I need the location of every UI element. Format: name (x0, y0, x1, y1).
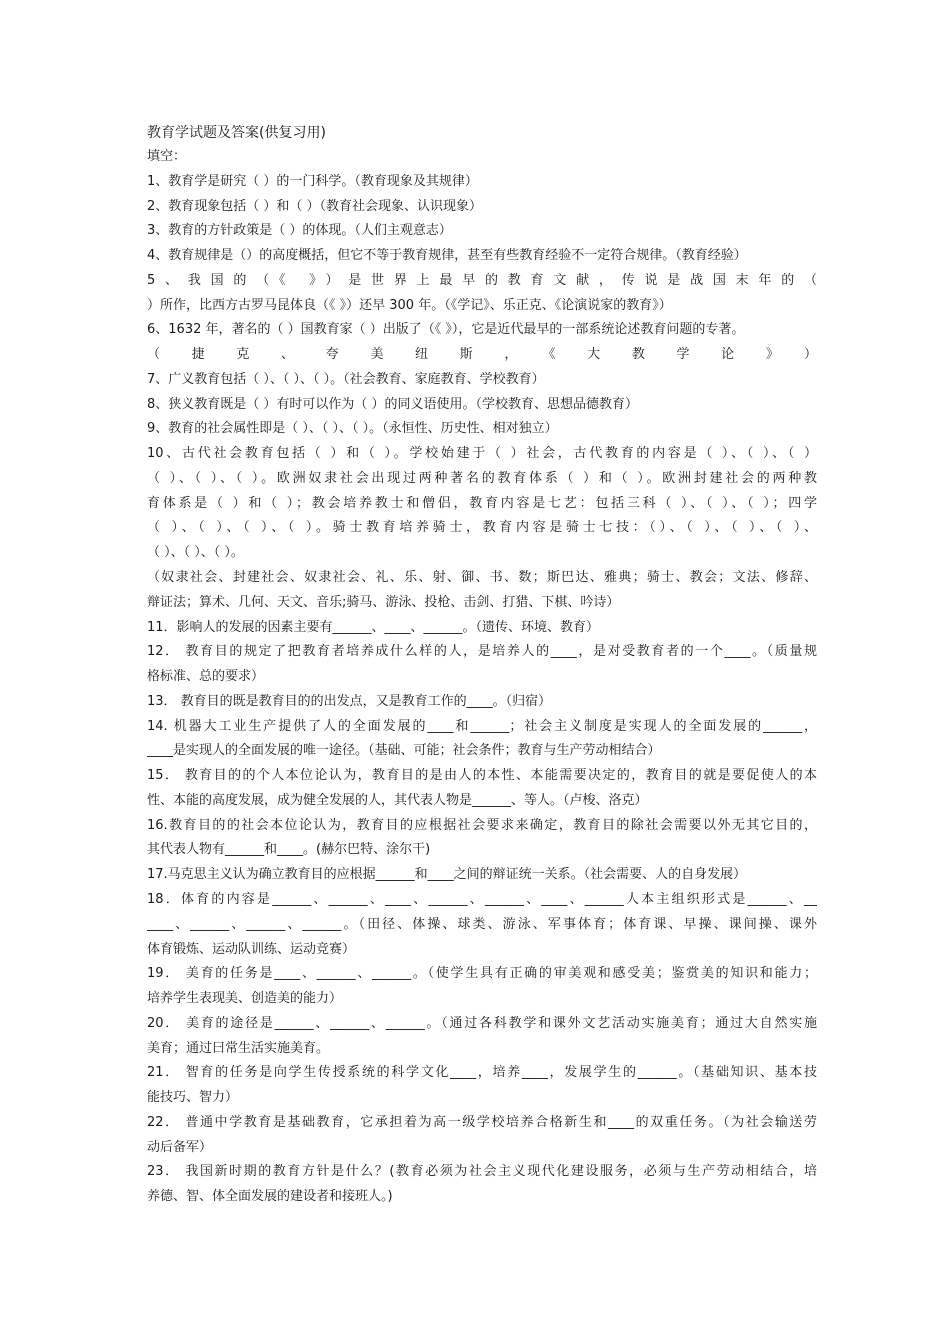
text-line: 其代表人物有______和____。(赫尔巴特、涂尔干) (147, 842, 431, 858)
text-line: 10、古代社会教育包括（ ）和（ ）。学校始建于（ ）社会，古代教育的内容是（ ）、（ ）、（ ） (147, 446, 817, 462)
text-line: 18．体育的内容是______、______、____、______、______、____、______人本主组织形式是______、__ (147, 891, 817, 907)
text-line: 8、狭义教育既是（ ）有时可以作为（ ）的同义语使用。（学校教育、思想品德教育） (147, 396, 639, 412)
text-line: 19． 美育的任务是____、______、______。（使学生具有正确的审美观和感受美；鉴赏美的知识和能力； (147, 966, 817, 982)
text-line: （奴隶社会、封建社会、奴隶社会、礼、乐、射、御、书、数；斯巴达、雅典；骑士、教会；文法、修辞、 (147, 570, 817, 586)
text-line: ）所作，比西方古罗马昆体良（《 》）还早 300 年。（《学记》、乐正克、《论演说家的教育》） (147, 297, 672, 313)
text-line: 5、我国的（《 》）是世界上最早的教育文献，传说是战国末年的（ (147, 272, 817, 288)
text-line: 6、1632 年，著名的（ ）国教育家（ ）出版了（《 》），它是近代最早的一部系统论述教育问题的专著。 (147, 322, 745, 338)
text-line: 13． 教育目的既是教育目的的出发点，又是教育工作的____。（归宿） (147, 693, 552, 709)
text-line: 9、教育的社会属性即是（ ）、（ ）、（ ）。（永恒性、历史性、相对独立） (147, 421, 558, 437)
text-line: 21． 智育的任务是向学生传授系统的科学文化____，培养____，发展学生的______。（基础知识、基本技 (147, 1065, 817, 1081)
text-line: 14. 机器大工业生产提供了人的全面发展的____和______；社会主义制度是实现人的全面发展的______， (147, 718, 817, 734)
text-line: 2、教育现象包括（ ）和（ ）（教育社会现象、认识现象） (147, 198, 483, 214)
document-lines (147, 145, 817, 1210)
text-line: 16.教育目的的社会本位论认为，教育目的应根据社会要求来确定，教育目的除社会需要以外无其它目的， (147, 817, 817, 833)
text-line: 性、本能的高度发展，成为健全发展的人，其代表人物是______、等人。（卢梭、洛克） (147, 792, 648, 808)
text-line: 11．影响人的发展的因素主要有______、____、______。（遗传、环境、教育） (147, 619, 600, 635)
text-line: （ ）、（ ）、（ ）。 (147, 545, 244, 561)
text-line: 辩证法；算术、几何、天文、音乐;骑马、游泳、投枪、击剑、打猎、下棋、吟诗） (147, 594, 620, 610)
text-line: 17.马克思主义认为确立教育目的应根据______和____之间的辩证统一关系。（社会需要、人的自身发展） (147, 867, 747, 883)
text-line: 体育锻炼、运动队训练、运动竞赛） (147, 941, 356, 957)
document-title: 教育学试题及答案(供复习用) (147, 125, 326, 141)
text-line: 15． 教育目的的个人本位论认为，教育目的是由人的本性、本能需要决定的，教育目的就是要促使人的本 (147, 768, 817, 784)
text-line: 养德、智、体全面发展的建设者和接班人。) (147, 1189, 393, 1205)
text-line: 12． 教育目的规定了把教育者培养成什么样的人，是培养人的____，是对受教育者的一个____。（质量规 (147, 644, 817, 660)
text-line: 美育；通过曰常生活实施美育。 (147, 1040, 330, 1056)
text-line: 4、教育规律是（）的高度概括，但它不等于教育规律，甚至有些教育经验不一定符合规律。（教育经验） (147, 248, 747, 264)
text-line: 7、广义教育包括（ ）、（ ）、（ ）。（社会教育、家庭教育、学校教育） (147, 371, 545, 387)
text-line: （捷克、夸美纽斯，《大教学论》） (147, 347, 817, 363)
text-line: 23． 我国新时期的教育方针是什么？(教育必须为社会主义现代化建设服务，必须与生产劳动相结合，培 (147, 1164, 817, 1180)
text-line: 能技巧、智力） (147, 1090, 239, 1106)
text-line: （ ）、（ ）、（ ）、（ ）。骑士教育培养骑士，教育内容是骑士七技：（）、（ ）、（ ）、（ ）、 (147, 520, 817, 536)
text-line: 1、教育学是研究（ ）的一门科学。（教育现象及其规律） (147, 173, 478, 189)
text-line: 格标准、总的要求） (147, 669, 265, 685)
document-body (147, 121, 817, 1210)
text-line: 22． 普通中学教育是基础教育，它承担着为高一级学校培养合格新生和____的双重任务。（为社会输送劳 (147, 1114, 817, 1130)
text-line: ____、______、______、______。（田径、体操、球类、游泳、军事体育；体育课、早操、课间操、课外 (147, 916, 817, 932)
text-line: 动后备军） (147, 1139, 213, 1155)
text-line: （ ）、（ ）、（ ）。欧洲奴隶社会出现过两种著名的教育体系（ ）和（ ）。欧洲封建社会的两种教 (147, 470, 817, 486)
text-line: 20． 美育的途径是______、______、______。（通过各科教学和课外文艺活动实施美育；通过大自然实施 (147, 1015, 817, 1031)
text-line: 填空： (147, 149, 187, 164)
text-line: 培养学生表现美、创造美的能力） (147, 991, 343, 1007)
text-line: 3、教育的方针政策是（ ）的体现。（人们主观意志） (147, 223, 452, 239)
text-line: 育体系是（ ）和（ ）；教会培养教士和僧侣，教育内容是七艺：包括三科（ ）、（ ）、（ ）；四学 (147, 495, 817, 511)
text-line: ____是实现人的全面发展的唯一途径。（基础、可能；社会条件；教育与生产劳动相结合） (147, 743, 661, 759)
